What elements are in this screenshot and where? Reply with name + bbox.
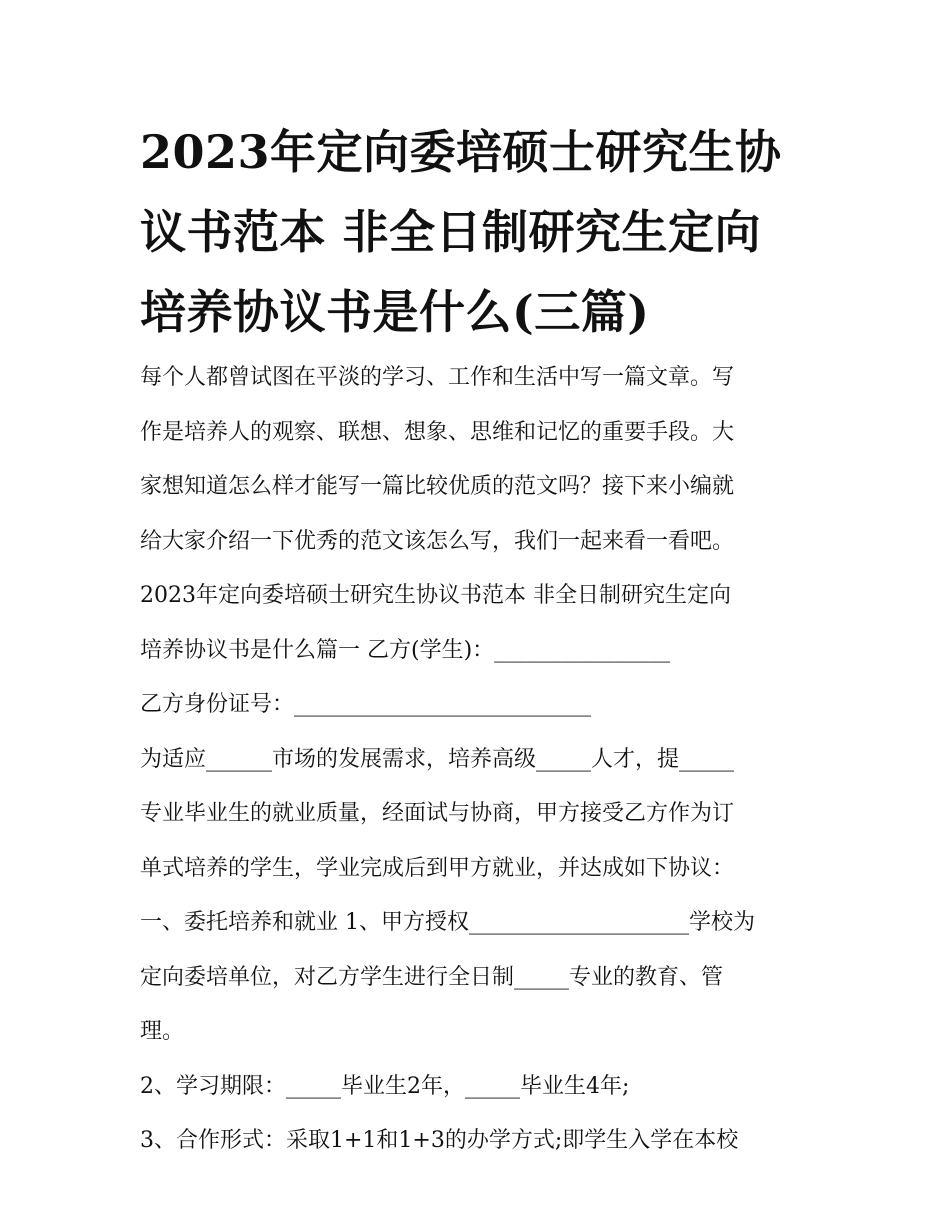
document-body	[140, 351, 820, 1169]
body-line: 乙方身份证号：___________________________	[140, 692, 592, 717]
body-line: 培养协议书是什么篇一 乙方(学生)：________________	[140, 637, 671, 663]
title-line: 2023年定向委培硕士研究生协	[140, 125, 782, 179]
body-line: 2023年定向委培硕士研究生协议书范本 非全日制研究生定向	[140, 583, 731, 608]
title-line: 议书范本 非全日制研究生定向	[140, 205, 762, 259]
body-line: 3、合作形式：采取1+1和1+3的办学方式;即学生入学在本校	[140, 1128, 739, 1153]
body-line: 专业毕业生的就业质量，经面试与协商，甲方接受乙方作为订	[140, 801, 735, 826]
body-line: 家想知道怎么样才能写一篇比较优质的范文吗？接下来小编就	[140, 474, 735, 499]
body-line: 一、委托培养和就业 1、甲方授权____________________学校为	[140, 910, 755, 935]
body-line: 2、学习期限：_____毕业生2年，_____毕业生4年;	[140, 1073, 630, 1099]
body-line: 每个人都曾试图在平淡的学习、工作和生活中写一篇文章。写	[140, 365, 735, 390]
body-line: 理。	[140, 1019, 185, 1044]
document-title	[140, 112, 820, 352]
title-line: 培养协议书是什么(三篇)	[140, 285, 650, 339]
body-line: 给大家介绍一下优秀的范文该怎么写，我们一起来看一看吧。	[140, 528, 735, 554]
body-line: 定向委培单位，对乙方学生进行全日制_____专业的教育、管	[140, 964, 724, 990]
body-line: 单式培养的学生，学业完成后到甲方就业，并达成如下协议：	[140, 855, 735, 881]
body-line: 作是培养人的观察、联想、想象、思维和记忆的重要手段。大	[140, 419, 735, 445]
body-line: 为适应______市场的发展需求，培养高级_____人才，提_____	[140, 746, 735, 772]
